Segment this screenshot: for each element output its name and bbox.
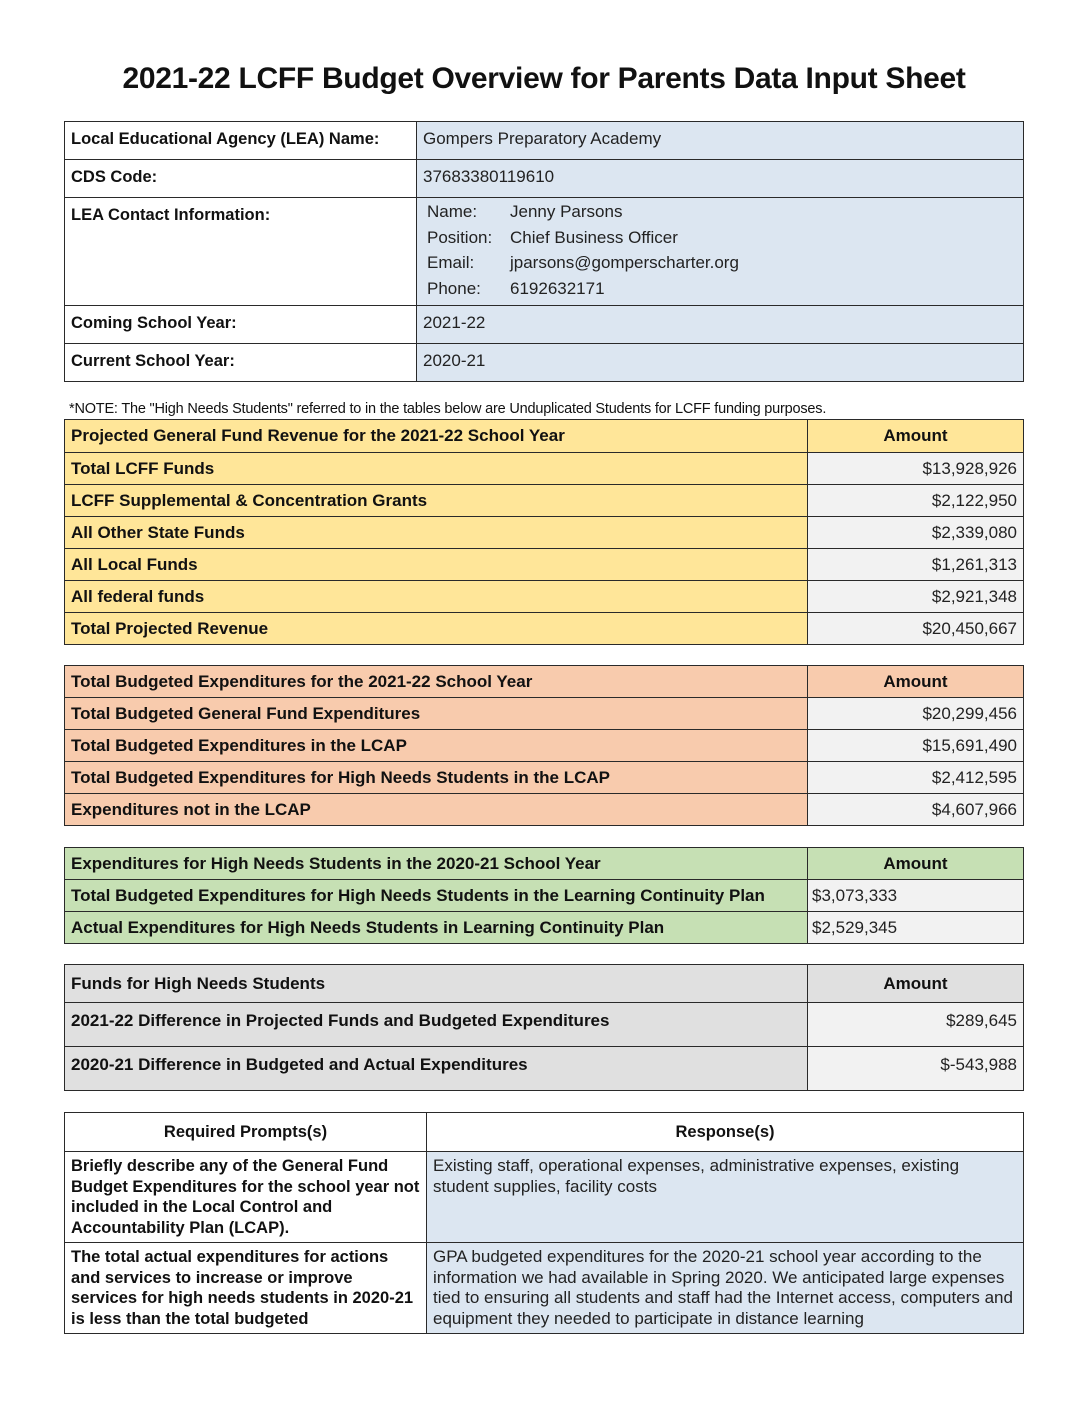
contact-phone-label: Phone: [427,278,481,298]
current-year-label: Current School Year: [65,344,417,382]
row-label: Total Budgeted General Fund Expenditures [65,698,808,730]
row-label: Actual Expenditures for High Needs Students in Learning Continuity Plan [65,912,808,944]
funds-header-row [65,965,1024,1003]
high-needs-amount-header: Amount [808,848,1024,880]
expenditures-header: Total Budgeted Expenditures for the 2021-22 School Year [65,666,808,698]
amount-cell[interactable]: $2,339,080 [808,517,1024,549]
contact-name-value: Jenny Parsons [510,202,623,221]
coming-year-label: Coming School Year: [65,306,417,344]
revenue-table [64,419,1024,645]
coming-year-field[interactable]: 2021-22 [417,306,1024,344]
amount-cell[interactable]: $1,261,313 [808,549,1024,581]
cds-code-row [65,160,1024,198]
cds-code-label: CDS Code: [65,160,417,198]
revenue-header-row [65,420,1024,453]
amount-cell[interactable]: $3,073,333 [808,880,1024,912]
table-row [65,794,1024,826]
prompt-text: The total actual expenditures for actions and services to increase or improve services for high needs students in 2020-21 is less than the total budgeted [65,1243,427,1334]
revenue-header: Projected General Fund Revenue for the 2021-22 School Year [65,420,808,453]
page-title: 2021-22 LCFF Budget Overview for Parents Data Input Sheet [122,62,966,95]
contact-row [65,198,1024,306]
lea-name-row [65,122,1024,160]
table-row [65,517,1024,549]
lea-info-table [64,121,1024,382]
row-label: All Local Funds [65,549,808,581]
response-field[interactable]: GPA budgeted expenditures for the 2020-21 school year according to the information we had available in Spring 2020. We anticipated large expenses tied to ensuring all students and staff had the Internet access, computers and equipment they needed to participate in distance learning [427,1243,1024,1334]
responses-header: Response(s) [427,1113,1024,1152]
table-row [65,453,1024,485]
table-row [65,1047,1024,1091]
expenditures-header-row [65,666,1024,698]
amount-cell[interactable]: $20,299,456 [808,698,1024,730]
expenditures-table [64,665,1024,826]
table-row [65,485,1024,517]
contact-phone-value: 6192632171 [510,278,605,298]
prompt-row [65,1243,1024,1334]
amount-cell: $-543,988 [808,1047,1024,1091]
row-label: 2021-22 Difference in Projected Funds and Budgeted Expenditures [65,1003,808,1047]
row-label: 2020-21 Difference in Budgeted and Actual Expenditures [65,1047,808,1091]
contact-name-label: Name: [427,202,478,221]
high-needs-header: Expenditures for High Needs Students in the 2020-21 School Year [65,848,808,880]
coming-year-row [65,306,1024,344]
lea-name-label: Local Educational Agency (LEA) Name: [65,122,417,160]
prompt-text: Briefly describe any of the General Fund Budget Expenditures for the school year not included in the Local Control and Accountability Plan (LCAP). [65,1152,427,1243]
row-label: Total Budgeted Expenditures for High Needs Students in the LCAP [65,762,808,794]
response-field[interactable]: Existing staff, operational expenses, administrative expenses, existing student supplies, facility costs [427,1152,1024,1243]
amount-cell[interactable]: $15,691,490 [808,730,1024,762]
amount-cell[interactable]: $2,921,348 [808,581,1024,613]
table-row [65,762,1024,794]
expenditures-amount-header: Amount [808,666,1024,698]
table-row [65,698,1024,730]
row-label: All federal funds [65,581,808,613]
amount-cell: $289,645 [808,1003,1024,1047]
amount-cell[interactable]: $2,412,595 [808,762,1024,794]
table-row [65,730,1024,762]
contact-label: LEA Contact Information: [65,198,417,306]
row-label: Total Projected Revenue [65,613,808,645]
row-label: Expenditures not in the LCAP [65,794,808,826]
prompts-header: Required Prompts(s) [65,1113,427,1152]
current-year-row [65,344,1024,382]
high-needs-note: *NOTE: The "High Needs Students" referred to in the tables below are Unduplicated Students for LCFF funding purposes. [69,401,827,417]
amount-cell[interactable]: $2,122,950 [808,485,1024,517]
cds-code-field[interactable]: 37683380119610 [417,160,1024,198]
amount-cell[interactable]: $2,529,345 [808,912,1024,944]
row-label: Total Budgeted Expenditures in the LCAP [65,730,808,762]
revenue-amount-header: Amount [808,420,1024,453]
amount-cell[interactable]: $20,450,667 [808,613,1024,645]
table-row [65,581,1024,613]
prompts-header-row [65,1113,1024,1152]
current-year-field[interactable]: 2020-21 [417,344,1024,382]
amount-cell[interactable]: $13,928,926 [808,453,1024,485]
table-row [65,1003,1024,1047]
lea-name-field[interactable]: Gompers Preparatory Academy [417,122,1024,160]
amount-cell[interactable]: $4,607,966 [808,794,1024,826]
table-row [65,880,1024,912]
high-needs-header-row [65,848,1024,880]
row-label: All Other State Funds [65,517,808,549]
row-label: Total Budgeted Expenditures for High Needs Students in the Learning Continuity Plan [65,880,808,912]
funds-amount-header: Amount [808,965,1024,1003]
funds-high-needs-table [64,964,1024,1091]
funds-header: Funds for High Needs Students [65,965,808,1003]
high-needs-2020-21-table [64,847,1024,944]
table-row [65,613,1024,645]
contact-email-label: Email: [427,253,475,272]
prompt-row [65,1152,1024,1243]
contact-email-value: jparsons@gomperscharter.org [510,253,739,272]
table-row [65,912,1024,944]
row-label: Total LCFF Funds [65,453,808,485]
contact-field[interactable] [417,198,1024,306]
prompts-table [64,1112,1024,1334]
contact-position-label: Position: [427,227,493,247]
row-label: LCFF Supplemental & Concentration Grants [65,485,808,517]
table-row [65,549,1024,581]
contact-position-value: Chief Business Officer [510,227,678,247]
